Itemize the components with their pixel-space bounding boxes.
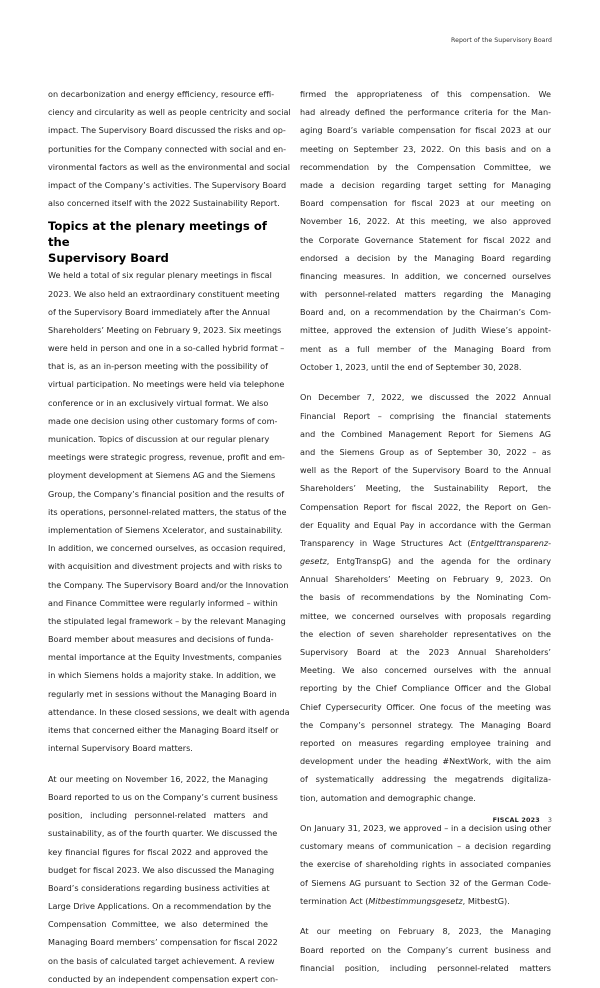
fiscal-year-label: FISCAL 2023 bbox=[492, 816, 540, 824]
text-line: financing measures. In addition, we concerned ourselves bbox=[300, 270, 551, 281]
text-line: At our meeting on November 16, 2022, the Managing bbox=[48, 773, 268, 784]
text-line: 2023. We also held an extraordinary constituent meeting bbox=[48, 288, 280, 299]
text-line: On January 31, 2023, we approved – in a decision using other bbox=[300, 823, 551, 834]
paragraph-plenary-meetings bbox=[48, 266, 290, 757]
text-line: Board compensation for fiscal 2023 at our meeting on bbox=[300, 198, 551, 209]
text-line: and the Combined Management Report for Siemens AG bbox=[300, 428, 551, 439]
text-line: Board’s considerations regarding business activities at bbox=[48, 882, 270, 893]
text-line: Shareholders’ Meeting, the Sustainability Report, the bbox=[300, 483, 551, 494]
text-line: ciency and circularity as well as people centricity and social bbox=[48, 107, 291, 118]
text-line: reporting by the Chief Compliance Officer and the Global bbox=[300, 683, 551, 694]
left-column bbox=[48, 85, 291, 988]
text-line: meetings were strategic progress, revenue, profit and em- bbox=[48, 452, 285, 463]
text-line: reported on measures regarding employee training and bbox=[300, 737, 551, 748]
text-line: the Company’s personnel strategy. The Managing Board bbox=[300, 719, 551, 730]
text-line: regularly met in sessions without the Managing Board in bbox=[48, 688, 277, 699]
text-line: endorsed a decision by the Managing Board regarding bbox=[300, 252, 551, 263]
text-segment: , EntgTranspG) and the agenda for the ordinary bbox=[326, 556, 551, 567]
text-line: Compensation Report for fiscal 2022, the Report on Gen- bbox=[300, 501, 551, 512]
text-line: internal Supervisory Board matters. bbox=[48, 743, 193, 754]
text-line: Compensation Committee, we also determined the bbox=[48, 919, 268, 930]
text-line: der Equality and Equal Pay in accordance with the German bbox=[300, 519, 551, 530]
text-line-mixed bbox=[300, 534, 551, 552]
text-line: Board reported on the Company’s current business and bbox=[300, 944, 551, 955]
text-line: Supervisory Board at the 2023 Annual Shareholders’ bbox=[300, 647, 551, 658]
text-segment: termination Act ( bbox=[300, 895, 369, 906]
text-line: key financial figures for fiscal 2022 and approved the bbox=[48, 846, 268, 857]
paragraph-gap bbox=[300, 376, 551, 388]
text-segment: , MitbestG). bbox=[462, 895, 510, 906]
text-line: also concerned itself with the 2022 Sustainability Report. bbox=[48, 198, 280, 209]
text-line: munication. Topics of discussion at our regular plenary bbox=[48, 434, 270, 444]
text-line: had already defined the performance criteria for the Man- bbox=[300, 107, 551, 118]
text-line: the exercise of shareholding rights in associated companies bbox=[300, 859, 551, 870]
text-line: Managing Board members’ compensation for fiscal 2022 bbox=[48, 937, 278, 948]
text-line: Board and, on a recommendation by the Chairman’s Com- bbox=[300, 307, 551, 318]
text-line: Board member about measures and decisions of funda- bbox=[48, 634, 274, 645]
paragraph-gap bbox=[300, 910, 551, 922]
paragraph-compensation bbox=[300, 85, 551, 376]
text-line: position, including personnel-related matters and bbox=[48, 810, 268, 821]
heading-line: Topics at the plenary meetings of the bbox=[48, 219, 267, 250]
text-line: attendance. In these closed sessions, we dealt with agenda bbox=[48, 706, 290, 717]
text-line: and Finance Committee were regularly informed – within bbox=[48, 597, 278, 608]
text-line: We held a total of six regular plenary meetings in fiscal bbox=[48, 270, 272, 281]
text-line: Annual Shareholders’ Meeting on February 9, 2023. On bbox=[300, 574, 551, 585]
page-footer bbox=[493, 816, 552, 824]
text-line-mixed bbox=[300, 552, 551, 570]
text-line: Large Drive Applications. On a recommendation by the bbox=[48, 901, 272, 912]
text-line: October 1, 2023, until the end of September 30, 2028. bbox=[300, 361, 522, 372]
paragraph-gap bbox=[48, 757, 268, 769]
text-line: tion, automation and demographic change. bbox=[300, 792, 476, 803]
text-line: well as the Report of the Supervisory Board to the Annual bbox=[300, 465, 551, 476]
paragraph-december-meeting bbox=[300, 388, 551, 806]
text-line: items that concerned either the Managing Board itself or bbox=[48, 725, 279, 735]
text-line-mixed bbox=[300, 892, 551, 910]
text-line: the stipulated legal framework – by the relevant Managing bbox=[48, 615, 286, 626]
text-line: November 16, 2022. At this meeting, we also approved bbox=[300, 216, 551, 227]
italic-term: Mitbestimmungsgesetz bbox=[368, 895, 463, 906]
text-line: Meeting. We also concerned ourselves with the annual bbox=[300, 665, 551, 676]
text-line: on decarbonization and energy efficiency, resource effi- bbox=[48, 89, 275, 99]
page-number: 3 bbox=[547, 816, 552, 824]
right-column bbox=[300, 85, 551, 977]
text-line: on the basis of calculated target achievement. A review bbox=[48, 955, 275, 966]
text-line: made a decision regarding target setting for Managing bbox=[300, 179, 551, 190]
text-line: mittee, approved the extension of Judith Wiese’s appoint- bbox=[300, 325, 551, 336]
text-line: were held in person and one in a so-called hybrid format – bbox=[48, 343, 285, 354]
text-line: of Siemens AG pursuant to Section 32 of the German Code- bbox=[300, 877, 551, 888]
text-line: impact. The Supervisory Board discussed the risks and op- bbox=[48, 125, 286, 136]
text-line: development under the heading #NextWork, with the aim bbox=[300, 756, 551, 767]
running-header: Report of the Supervisory Board bbox=[451, 37, 552, 44]
text-line: conference or in an exclusively virtual format. We also bbox=[48, 397, 269, 408]
paragraph-february-meeting bbox=[300, 922, 551, 977]
text-line: portunities for the Company connected with social and en- bbox=[48, 143, 287, 154]
text-line: aging Board’s variable compensation for fiscal 2023 at our bbox=[300, 125, 551, 136]
text-line: firmed the appropriateness of this compensation. We bbox=[300, 89, 551, 99]
paragraph-november-meeting bbox=[48, 770, 279, 988]
text-line: in which Siemens holds a majority stake. In addition, we bbox=[48, 670, 276, 681]
text-line: Group, the Company’s financial position and the results of bbox=[48, 488, 285, 499]
text-line: conducted by an independent compensation expert con- bbox=[48, 973, 279, 984]
text-line: recommendation by the Compensation Committee, we bbox=[300, 161, 551, 172]
text-line: budget for fiscal 2023. We also discussed the Managing bbox=[48, 864, 275, 875]
text-line: with personnel-related matters regarding the Managing bbox=[300, 289, 551, 300]
text-line: implementation of Siemens Xcelerator, and sustainability. bbox=[48, 524, 283, 535]
text-line: In addition, we concerned ourselves, as occasion required, bbox=[48, 543, 286, 554]
text-line: the Company. The Supervisory Board and/or the Innovation bbox=[48, 579, 289, 590]
text-line: the Corporate Governance Statement for fiscal 2022 and bbox=[300, 234, 551, 245]
text-line: financial position, including personnel-related matters bbox=[300, 962, 551, 973]
text-line: of systematically addressing the megatrends digitaliza- bbox=[300, 774, 551, 785]
italic-term: gesetz bbox=[300, 556, 327, 567]
text-line: virtual participation. No meetings were held via telephone bbox=[48, 379, 285, 390]
text-line: ment as a full member of the Managing Board from bbox=[300, 343, 551, 354]
text-line: Chief Cypersecurity Officer. One focus of the meeting was bbox=[300, 701, 551, 712]
text-line: made one decision using other customary forms of com- bbox=[48, 415, 278, 426]
heading-line: Supervisory Board bbox=[48, 251, 169, 266]
text-line: that is, as an in-person meeting with the possibility of bbox=[48, 361, 268, 372]
text-line: customary means of communication – a decision regarding bbox=[300, 841, 551, 852]
text-segment: Transparency in Wage Structures Act ( bbox=[300, 537, 471, 548]
text-line: the basis of recommendations by the Nominating Com- bbox=[300, 592, 551, 603]
text-line: with acquisition and divestment projects and with risks to bbox=[48, 561, 283, 572]
text-line: On December 7, 2022, we discussed the 2022 Annual bbox=[300, 392, 551, 403]
text-line: of the Supervisory Board immediately after the Annual bbox=[48, 306, 271, 317]
italic-term: Entgelttransparenz- bbox=[470, 537, 551, 548]
paragraph-january-decision bbox=[300, 819, 551, 910]
text-line: vironmental factors as well as the environmental and social bbox=[48, 161, 290, 172]
text-line: mittee, we concerned ourselves with proposals regarding bbox=[300, 610, 551, 621]
text-line: Board reported to us on the Company’s current business bbox=[48, 791, 278, 802]
text-line: ployment development at Siemens AG and the Siemens bbox=[48, 470, 276, 481]
text-line: the election of seven shareholder representatives on the bbox=[300, 628, 551, 639]
text-line: sustainability, as of the fourth quarter. We discussed the bbox=[48, 828, 278, 839]
text-line: At our meeting on February 8, 2023, the Managing bbox=[300, 926, 551, 937]
section-heading bbox=[48, 218, 268, 266]
paragraph-esg-topics bbox=[48, 85, 291, 212]
text-line: Shareholders’ Meeting on February 9, 2023. Six meetings bbox=[48, 324, 282, 335]
text-line: and the Siemens Group as of September 30, 2022 – as bbox=[300, 446, 551, 457]
text-line: mental importance at the Equity Investments, companies bbox=[48, 652, 282, 663]
text-line: Financial Report – comprising the financial statements bbox=[300, 410, 551, 421]
text-line: impact of the Company’s activities. The Supervisory Board bbox=[48, 179, 287, 190]
text-line: its operations, personnel-related matters, the status of the bbox=[48, 506, 287, 517]
text-line: meeting on September 23, 2022. On this basis and on a bbox=[300, 143, 551, 154]
